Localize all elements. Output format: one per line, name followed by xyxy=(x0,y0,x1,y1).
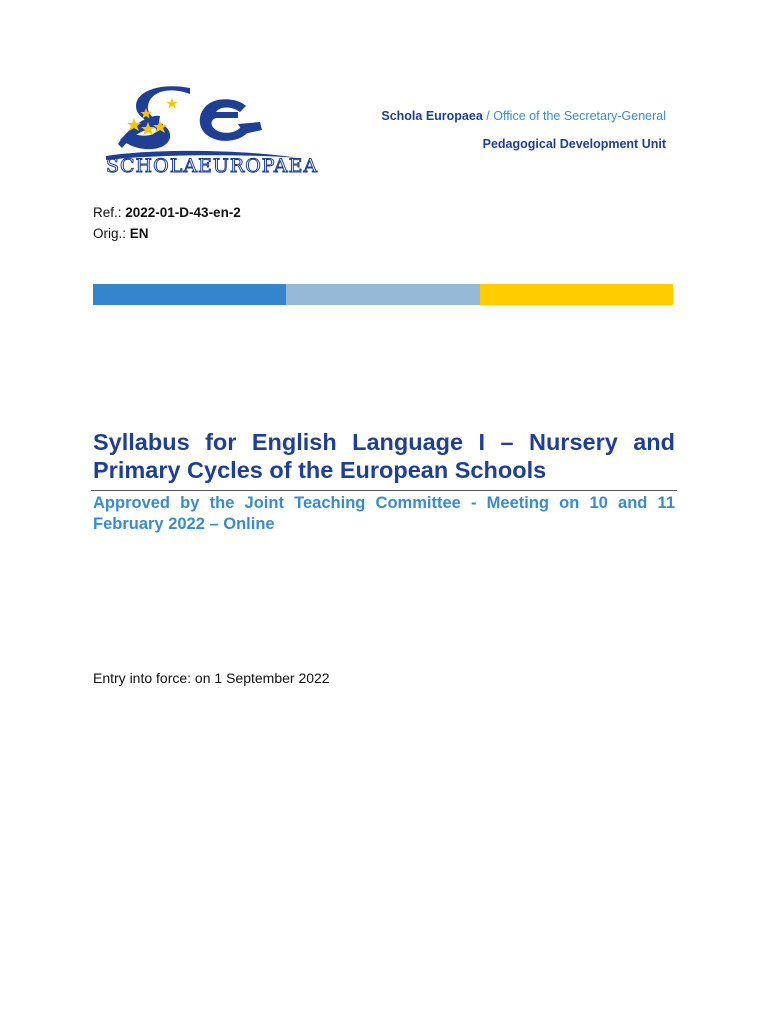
document-title: Syllabus for English Language I – Nursery and Primary Cycles of the European Schools xyxy=(93,429,675,483)
orig-line xyxy=(93,223,241,244)
color-band-blue xyxy=(93,284,286,305)
schola-europaea-logo xyxy=(98,84,364,180)
color-band-light-blue xyxy=(286,284,479,305)
header-organisation xyxy=(381,108,666,152)
entry-into-force: Entry into force: on 1 September 2022 xyxy=(93,670,330,686)
document-subtitle: Approved by the Joint Teaching Committee - Meeting on 10 and 11 February 2022 – Online xyxy=(93,494,675,533)
ref-value: 2022-01-D-43-en-2 xyxy=(125,205,241,220)
color-band-yellow xyxy=(480,284,673,305)
reference-block xyxy=(93,202,241,244)
logo-wordmark: SCHOLAEUROPAEA xyxy=(106,155,319,177)
ref-label: Ref.: xyxy=(93,205,126,220)
ref-line xyxy=(93,202,241,223)
org-name: Schola Europaea xyxy=(381,109,483,123)
orig-label: Orig.: xyxy=(93,226,130,241)
unit-name: Pedagogical Development Unit xyxy=(482,137,666,151)
title-divider xyxy=(91,490,677,491)
color-band xyxy=(93,284,673,305)
org-separator: / xyxy=(482,109,494,123)
logo-e-shape xyxy=(200,99,248,141)
header-org-line xyxy=(381,108,666,124)
office-name: Office of the Secretary-General xyxy=(493,109,666,123)
orig-value: EN xyxy=(129,226,149,241)
